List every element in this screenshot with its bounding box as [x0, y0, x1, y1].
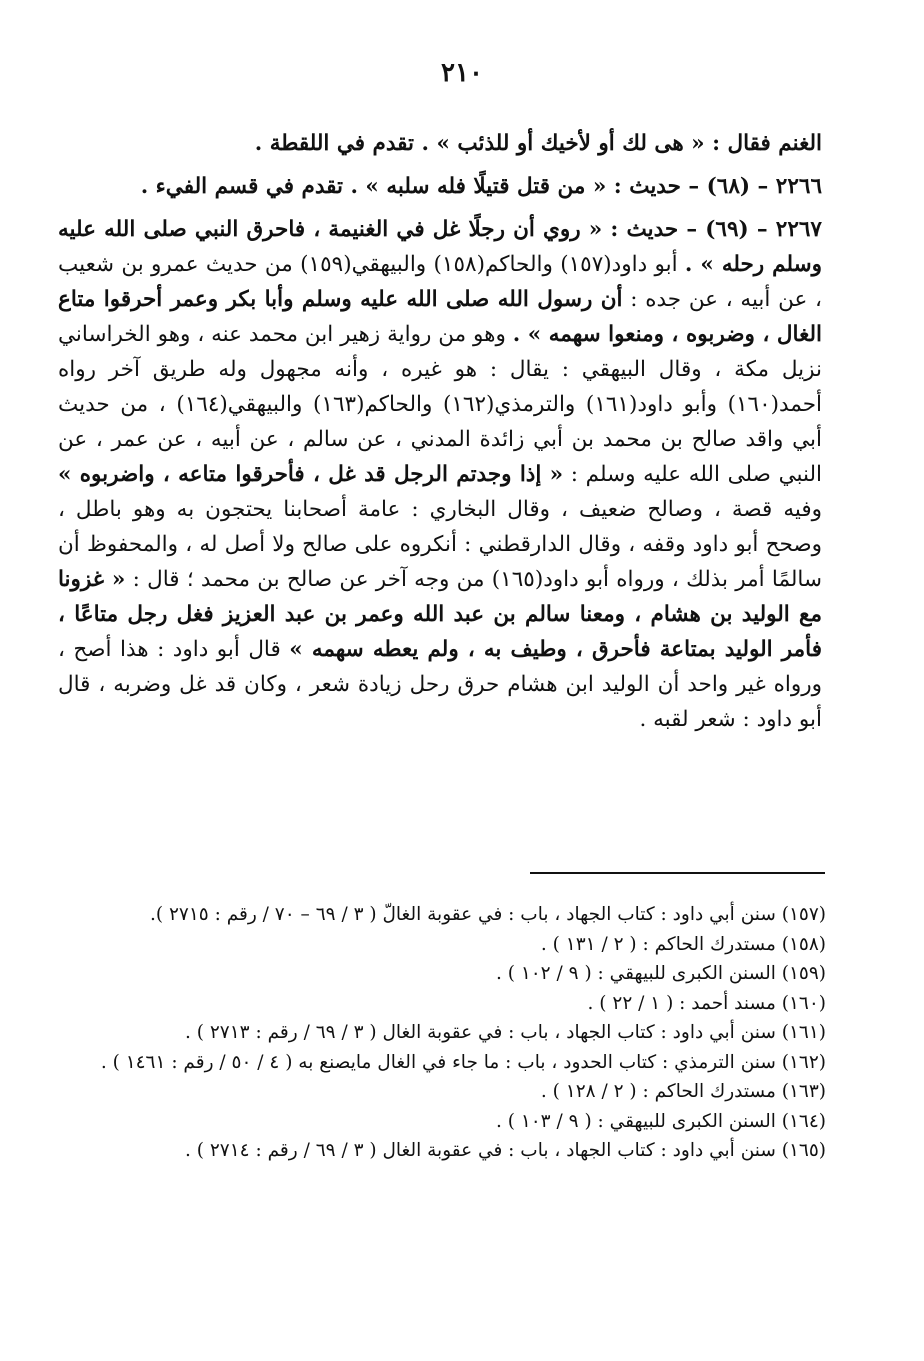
- paragraph-2267: [58, 212, 822, 737]
- hadith-text: « غزونا مع الوليد بن هشام ، ومعنا سالم بن عبد الله وعمر بن عبد العزيز فغل رجل متاعًا ، فأمر الوليد بمتاعة فأحرق ، وطيف به ، ولم يعطه سهمه »: [58, 567, 822, 662]
- footnote-165: (١٦٥) سنن أبي داود : كتاب الجهاد ، باب : في عقوبة الغال ( ٣ / ٦٩ / رقم : ٢٧١٤ ) .: [185, 1140, 826, 1161]
- footnote-164: (١٦٤) السنن الكبرى للبيهقي : ( ٩ / ١٠٣ ) .: [495, 1110, 826, 1132]
- hadith-text: « إذا وجدتم الرجل قد غل ، فأحرقوا متاعه ، واضربوه »: [58, 462, 564, 487]
- main-text: [58, 126, 822, 737]
- paragraph-2266: [58, 169, 822, 204]
- commentary-text: أبو داود(١٥٧) والحاكم(١٥٨) والبيهقي(١٥٩) من حديث عمرو بن شعيب ، عن أبيه ، عن جده :: [58, 252, 822, 312]
- commentary-text: وفيه قصة ، وصالح ضعيف ، وقال البخاري : عامة أصحابنا يحتجون به وهو باطل ، وصحح أبو داود وقفه ، وقال الدارقطني : أنكروه على صالح ولا أصل له ، والمحفوظ أن سالمًا أمر بذلك ، ورواه أبو داود(١٦٥) من وجه آخر عن صالح بن محمد ؛ قال :: [58, 497, 822, 592]
- footnote-158: (١٥٨) مستدرك الحاكم : ( ٢ / ١٣١ ) .: [540, 933, 826, 955]
- footnote-162: (١٦٢) سنن الترمذي : كتاب الحدود ، باب : ما جاء في الغال مايصنع به ( ٤ / ٥٠ / رقم : ١٤٦١ ) .: [100, 1051, 826, 1073]
- footnote-157: (١٥٧) سنن أبي داود : كتاب الجهاد ، باب : في عقوبة الغالّ ( ٣ / ٦٩ – ٧٠ / رقم : ٢٧١٥ ).: [149, 904, 826, 925]
- hadith-heading: ٢٢٦٦ – (٦٨) – حديث : « من قتل قتيلًا فله سلبه » . تقدم في قسم الفيء .: [140, 174, 822, 199]
- footnote-159: (١٥٩) السنن الكبرى للبيهقي : ( ٩ / ١٠٢ ) .: [495, 963, 826, 984]
- hadith-text: الغنم فقال : « هى لك أو لأخيك أو للذئب » . تقدم في اللقطة .: [254, 131, 822, 156]
- footnote-separator: [530, 872, 825, 874]
- hadith-heading: ٢٢٦٧ – (٦٩) – حديث : « روي أن رجلًا غل في الغنيمة ، فاحرق النبي صلى الله عليه وسلم رحله » .: [58, 217, 822, 277]
- page-number: ٢١٠: [441, 58, 483, 88]
- footnote-163: (١٦٣) مستدرك الحاكم : ( ٢ / ١٢٨ ) .: [540, 1081, 826, 1102]
- footnote-161: (١٦١) سنن أبي داود : كتاب الجهاد ، باب : في عقوبة الغال ( ٣ / ٦٩ / رقم : ٢٧١٣ ) .: [185, 1022, 826, 1043]
- commentary-text: وهو من رواية زهير ابن محمد عنه ، وهو الخراساني نزيل مكة ، وقال البيهقي : يقال : هو غيره ، وأنه مجهول وله طريق آخر رواه أحمد(١٦٠) وأبو داود(١٦١) والترمذي(١٦٢) والحاكم(١٦٣) والبيهقي(١٦٤) ، من حديث أبي واقد صالح بن محمد بن أبي زائدة المدني ، عن سالم ، عن أبيه ، عن عمر ، عن النبي صلى الله عليه وسلم :: [58, 322, 822, 487]
- commentary-text: قال أبو داود : هذا أصح ، ورواه غير واحد أن الوليد ابن هشام حرق رحل زيادة شعر ، وكان قد غل وضربه ، قال أبو داود : شعر لقبه .: [58, 637, 822, 732]
- footnotes: [58, 900, 826, 1166]
- footnote-160: (١٦٠) مسند أحمد : ( ١ / ٢٢ ) .: [587, 992, 826, 1014]
- paragraph-ghanam: [58, 126, 822, 161]
- hadith-text: أن رسول الله صلى الله عليه وسلم وأبا بكر وعمر أحرقوا متاع الغال ، وضربوه ، ومنعوا سهمه » .: [58, 287, 823, 347]
